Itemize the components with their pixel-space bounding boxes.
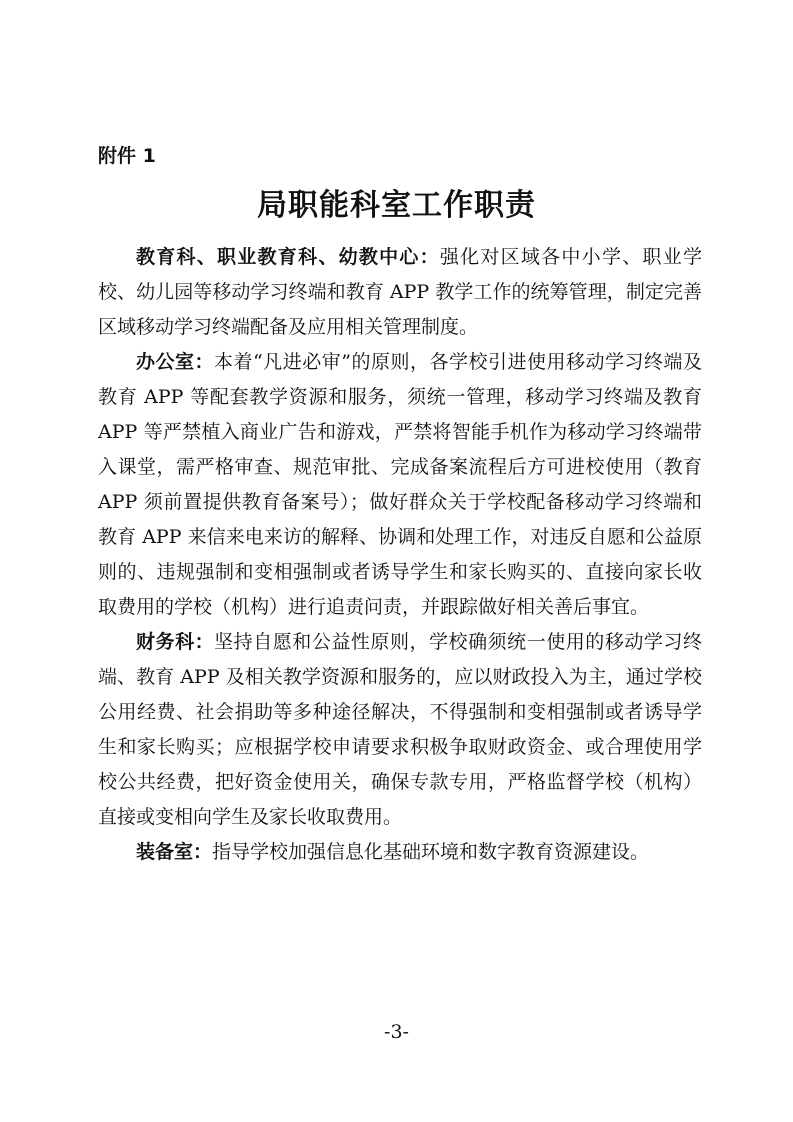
paragraph-body: 指导学校加强信息化基础环境和数字教育资源建设。 [212,841,650,863]
attachment-label: 附件 1 [98,145,156,167]
paragraph-body: 强化对区域各中小学、职业学校、幼儿园等移动学习终端和教育 APP 教学工作的统筹管理，制定完善区域移动学习终端配备及应用相关管理制度。 [98,246,702,338]
paragraph-education-dept [98,240,702,345]
page-title: 局职能科室工作职责 [257,188,536,223]
paragraph-heading: 财务科： [136,631,215,653]
page-number: -3- [384,1021,409,1043]
paragraph-body: 本着“凡进必审”的原则，各学校引进使用移动学习终端及教育 APP 等配套教学资源和服务，须统一管理，移动学习终端及教育 APP 等严禁植入商业广告和游戏，严禁将智能手机作为移动学习终端带入课堂，需严格审查、规范审批、完成备案流程后方可进校使用（教育 APP 须前置提供教育备案号）；做好群众关于学校配备移动学习终端和教育 APP 来信来电来访的解释、协调和处理工作，对违反自愿和公益原则的、违规强制和变相强制或者诱导学生和家长购买的、直接向家长收取费用的学校（机构）进行追责问责，并跟踪做好相关善后事宜。 [98,351,702,618]
paragraph-office [98,345,702,625]
paragraph-heading: 装备室： [136,841,213,863]
paragraph-body: 坚持自愿和公益性原则，学校确须统一使用的移动学习终端、教育 APP 及相关教学资源和服务的，应以财政投入为主，通过学校公用经费、社会捐助等多种途径解决，不得强制和变相强制或者诱导学生和家长购买；应根据学校申请要求积极争取财政资金、或合理使用学校公共经费，把好资金使用关，确保专款专用，严格监督学校（机构）直接或变相向学生及家长收取费用。 [98,631,702,828]
paragraph-heading: 办公室： [136,351,215,373]
paragraph-finance [98,625,702,835]
document-body [98,240,702,870]
paragraph-equipment [98,835,702,870]
paragraph-heading: 教育科、职业教育科、幼教中心： [136,246,440,268]
